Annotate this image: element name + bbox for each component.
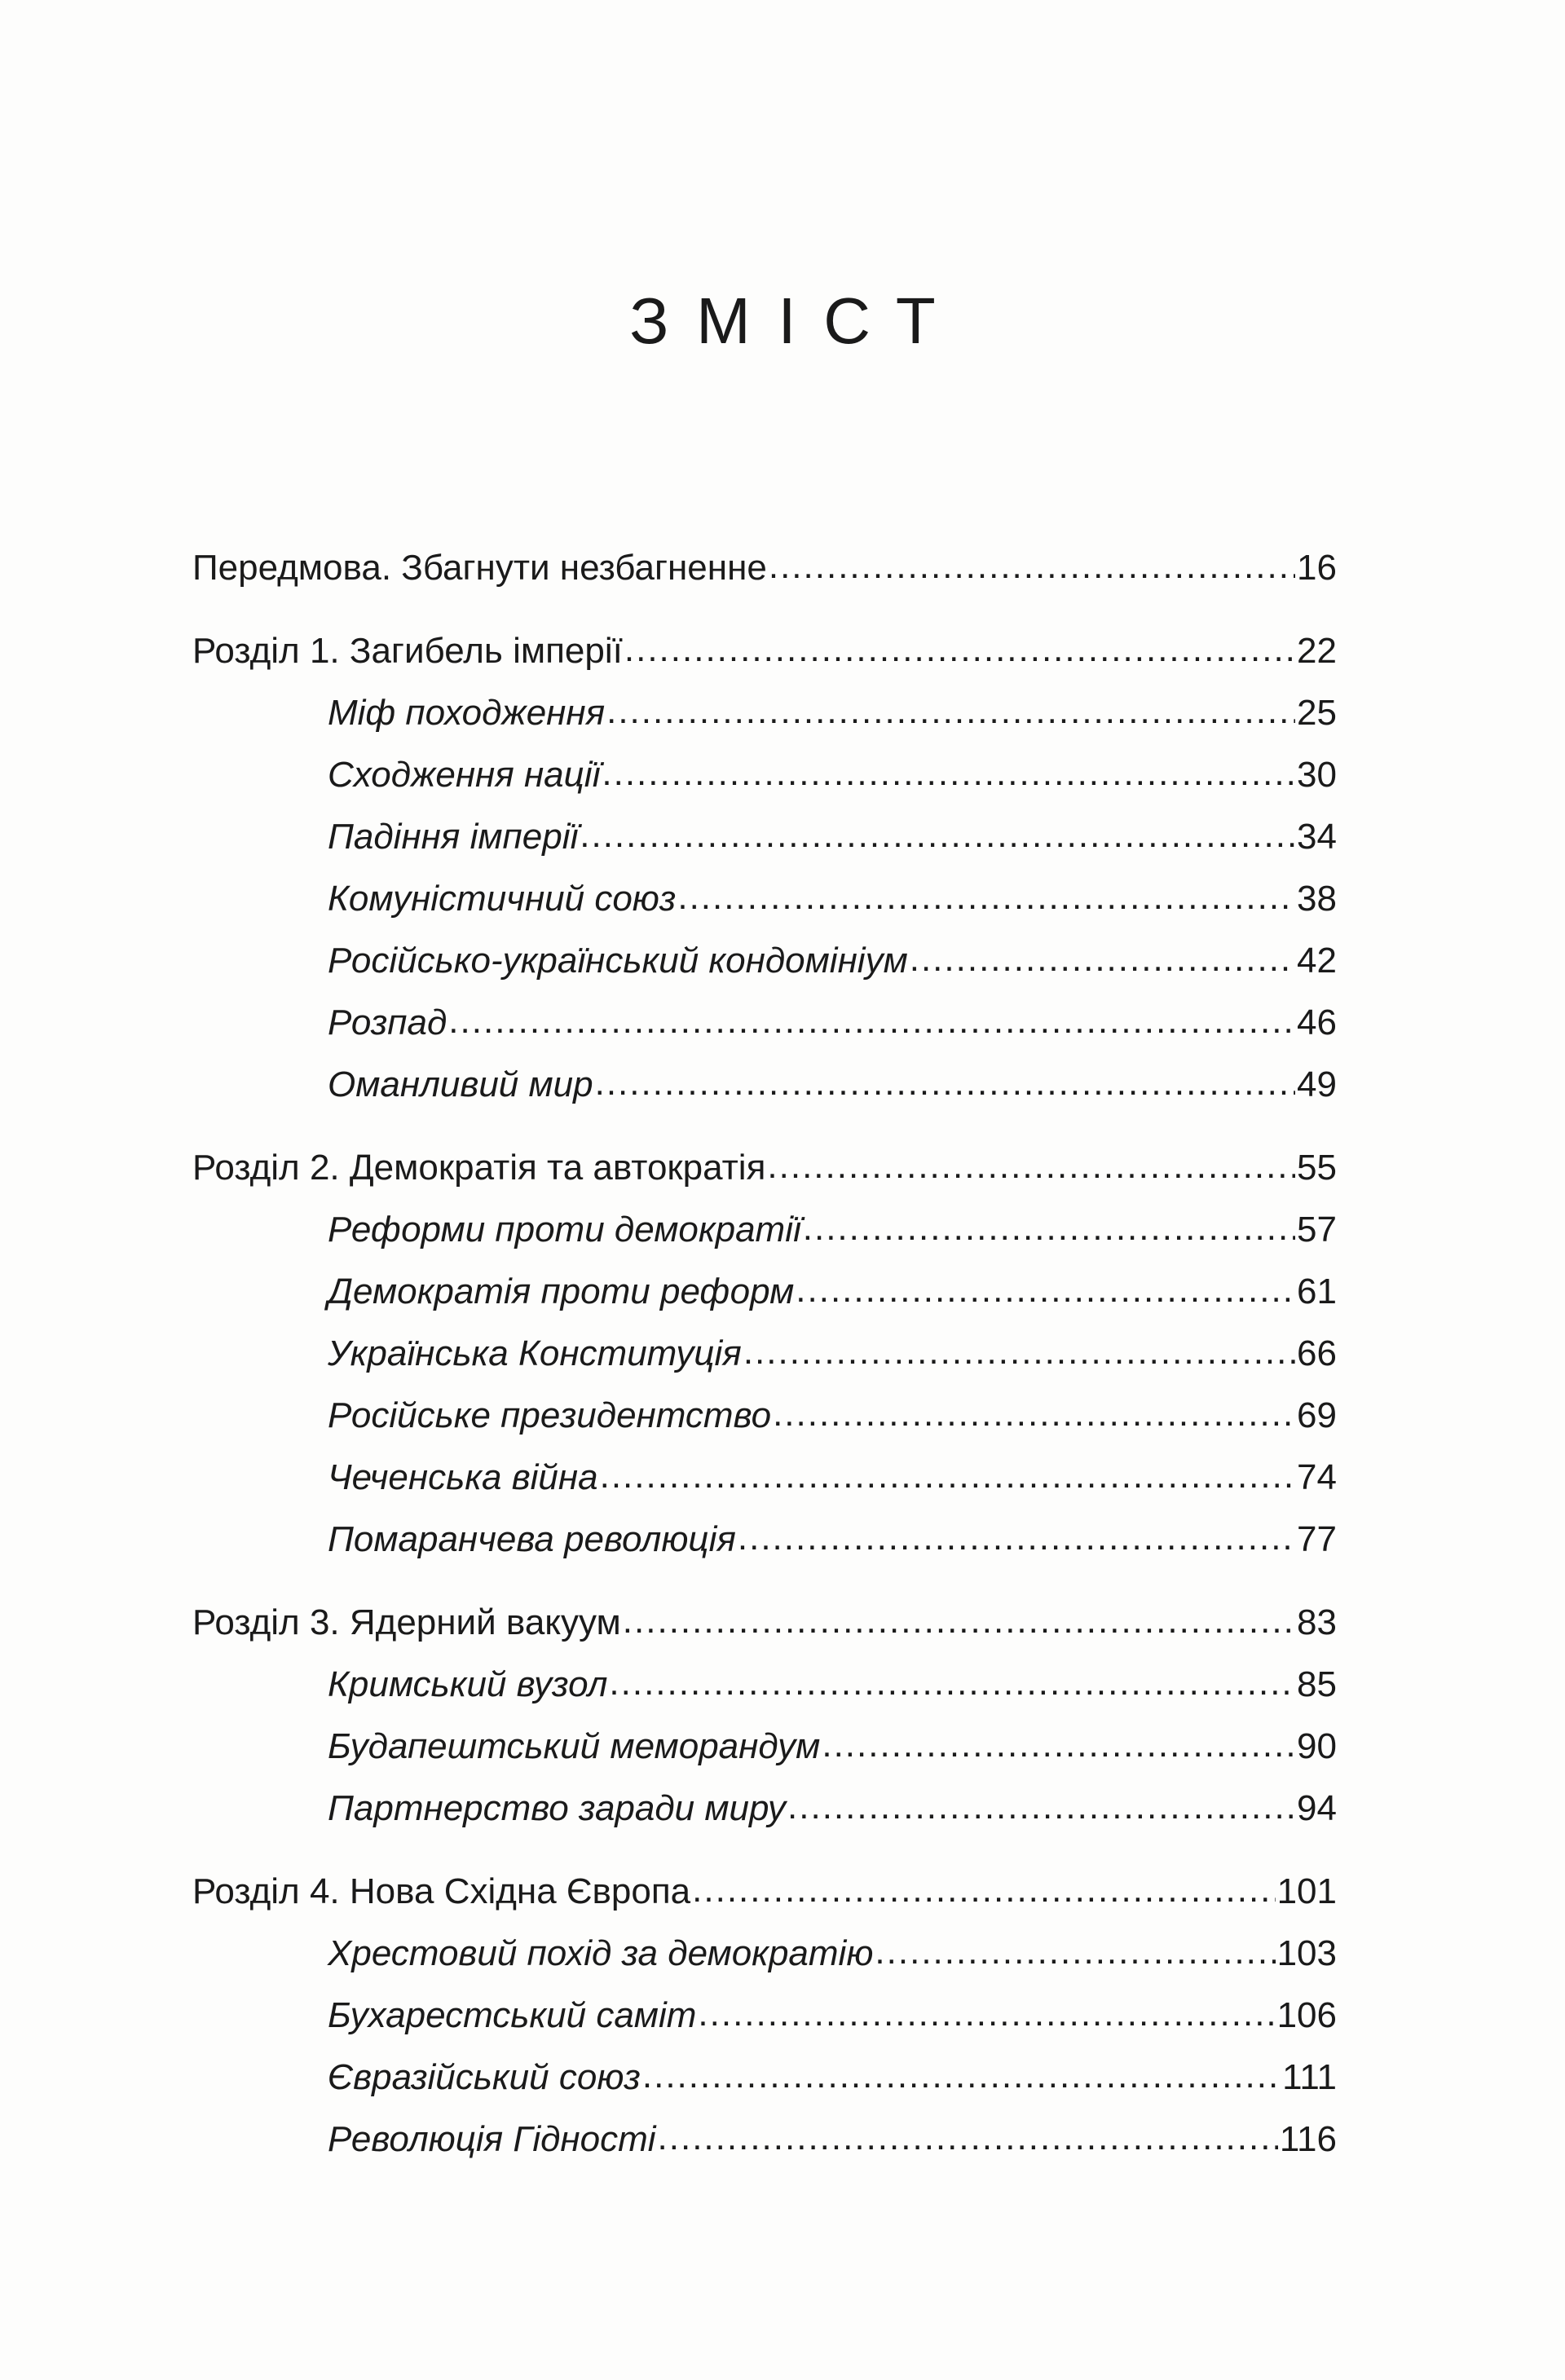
toc-section-entry[interactable]	[192, 879, 1337, 941]
toc-entry-label: Кримський вузол	[328, 1664, 608, 1704]
toc-page-number: 38	[1297, 879, 1337, 919]
toc-page-number: 34	[1297, 817, 1337, 857]
toc-chapter-entry[interactable]	[192, 1602, 1337, 1664]
toc-page-number: 94	[1297, 1788, 1337, 1828]
page-title: ЗМІСТ	[629, 284, 963, 357]
toc-chapter-entry[interactable]	[192, 548, 1337, 610]
toc-entry-label: Російсько-український кондомініум	[328, 941, 908, 981]
toc-entry-label: Передмова. Збагнути незбагненне	[192, 548, 767, 588]
toc-chapter-entry[interactable]	[192, 631, 1337, 693]
toc-page-number: 66	[1297, 1333, 1337, 1373]
toc-section-entry[interactable]	[192, 755, 1337, 817]
dot-leader	[609, 1663, 1295, 1703]
toc-entry-label: Розділ 3. Ядерний вакуум	[192, 1602, 621, 1642]
toc-entry-label: Комуністичний союз	[328, 879, 677, 919]
toc-entry-label: Українська Конституція	[328, 1333, 742, 1373]
dot-leader	[677, 877, 1295, 918]
toc-entry-label: Падіння імперії	[328, 817, 579, 857]
dot-leader	[743, 1332, 1295, 1373]
toc-page-number: 83	[1297, 1602, 1337, 1642]
dot-leader	[767, 1146, 1295, 1187]
dot-leader	[624, 629, 1295, 670]
toc-entry-label: Розділ 4. Нова Східна Європа	[192, 1871, 691, 1911]
toc-section-entry[interactable]	[192, 1933, 1337, 1995]
toc-page-number: 69	[1297, 1395, 1337, 1435]
toc-entry-label: Реформи проти демократії	[328, 1210, 801, 1250]
toc-page-number: 22	[1297, 631, 1337, 671]
toc-entry-label: Чеченська війна	[328, 1457, 598, 1497]
toc-section-entry[interactable]	[192, 2119, 1337, 2181]
toc-entry-label: Міф походження	[328, 693, 606, 733]
toc-entry-label: Розділ 2. Демократія та автократія	[192, 1148, 766, 1188]
dot-leader	[642, 2056, 1281, 2096]
toc-section-entry[interactable]	[192, 941, 1337, 1003]
dot-leader	[580, 815, 1295, 856]
toc-section-entry[interactable]	[192, 1726, 1337, 1788]
toc-section-entry[interactable]	[192, 1210, 1337, 1272]
toc-page-number: 101	[1276, 1871, 1337, 1911]
toc-entry-label: Бухарестський саміт	[328, 1995, 697, 2035]
toc-section-entry[interactable]	[192, 1272, 1337, 1333]
toc-entry-label: Сходження нації	[328, 755, 601, 795]
toc-section-entry[interactable]	[192, 1995, 1337, 2057]
toc-page-number: 77	[1297, 1519, 1337, 1559]
toc-section-entry[interactable]	[192, 1457, 1337, 1519]
toc-section-entry[interactable]	[192, 1664, 1337, 1726]
toc-page-number: 49	[1297, 1064, 1337, 1104]
toc-page-number: 106	[1276, 1995, 1337, 2035]
toc-entry-label: Розділ 1. Загибель імперії	[192, 631, 623, 671]
toc-page-number: 55	[1297, 1148, 1337, 1188]
dot-leader	[769, 546, 1295, 587]
dot-leader	[796, 1270, 1295, 1311]
toc-section-entry[interactable]	[192, 2057, 1337, 2119]
dot-leader	[606, 691, 1295, 732]
dot-leader	[595, 1063, 1295, 1104]
toc-page-number: 90	[1297, 1726, 1337, 1766]
toc-page-number: 16	[1297, 548, 1337, 588]
toc-section-entry[interactable]	[192, 1333, 1337, 1395]
toc-page-number: 116	[1279, 2119, 1337, 2159]
toc-page-number: 74	[1297, 1457, 1337, 1497]
toc-section-entry[interactable]	[192, 693, 1337, 755]
toc-entry-label: Революція Гідності	[328, 2119, 656, 2159]
toc-entry-label: Партнерство заради миру	[328, 1788, 787, 1828]
dot-leader	[600, 1456, 1295, 1496]
dot-leader	[910, 939, 1295, 980]
dot-leader	[875, 1932, 1275, 1972]
toc-page-number: 25	[1297, 693, 1337, 733]
toc-entry-label: Будапештський меморандум	[328, 1726, 821, 1766]
toc-section-entry[interactable]	[192, 817, 1337, 879]
dot-leader	[738, 1518, 1295, 1558]
toc-chapter-entry[interactable]	[192, 1148, 1337, 1210]
toc-page-number: 85	[1297, 1664, 1337, 1704]
toc-page-number: 46	[1297, 1003, 1337, 1042]
toc-entry-label: Хрестовий похід за демократію	[328, 1933, 874, 1973]
toc-section-entry[interactable]	[192, 1003, 1337, 1064]
dot-leader	[698, 1994, 1275, 2034]
dot-leader	[773, 1394, 1295, 1435]
dot-leader	[787, 1787, 1295, 1827]
toc-page-number: 111	[1282, 2057, 1337, 2097]
toc-section-entry[interactable]	[192, 1519, 1337, 1581]
toc-entry-label: Розпад	[328, 1003, 447, 1042]
toc-entry-label: Оманливий мир	[328, 1064, 593, 1104]
toc-entry-label: Помаранчева революція	[328, 1519, 736, 1559]
dot-leader	[692, 1870, 1275, 1911]
toc-page-number: 103	[1276, 1933, 1337, 1973]
dot-leader	[822, 1725, 1295, 1765]
dot-leader	[803, 1208, 1295, 1249]
toc-section-entry[interactable]	[192, 1395, 1337, 1457]
toc-entry-label: Російське президентство	[328, 1395, 772, 1435]
toc-page-number: 61	[1297, 1272, 1337, 1311]
dot-leader	[623, 1601, 1295, 1642]
dot-leader	[448, 1001, 1295, 1042]
toc-entry-label: Євразійський союз	[328, 2057, 641, 2097]
toc-page-number: 30	[1297, 755, 1337, 795]
toc-entry-label: Демократія проти реформ	[328, 1272, 795, 1311]
toc-section-entry[interactable]	[192, 1788, 1337, 1850]
toc-section-entry[interactable]	[192, 1064, 1337, 1126]
table-of-contents	[192, 548, 1337, 2181]
toc-chapter-entry[interactable]	[192, 1871, 1337, 1933]
toc-page-number: 57	[1297, 1210, 1337, 1250]
dot-leader	[602, 753, 1295, 794]
toc-page-number: 42	[1297, 941, 1337, 981]
dot-leader	[658, 2118, 1278, 2158]
